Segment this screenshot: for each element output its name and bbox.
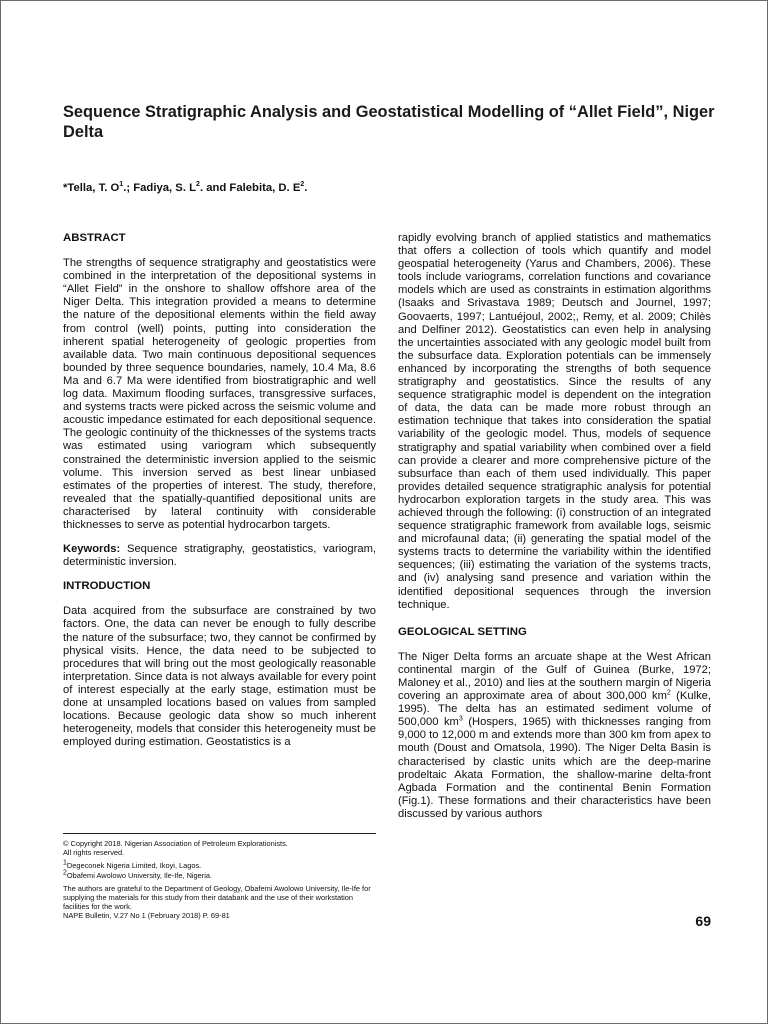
page-number: 69 [695, 913, 711, 929]
author-1: *Tella, T. O [63, 182, 120, 194]
author-1-affiliation: 1 [119, 181, 124, 189]
affiliation-1: $^1$Degeconek Nigeria Limited, Ikoyi, Lagos. [63, 859, 202, 871]
abstract-text: The strengths of sequence stratigraphy and geostatistics were combined in the interpretation of the depositional systems in “Allet Field” in the onshore to shallow offshore area of the Niger Delta. This integration provided a means to determine the nature of the depositional elements within the field away from control (well) points, putting into consideration the inherent spatial heterogeneity of geologic properties from available data. Two main continuous depositional sequences bounded by three sequence boundaries, namely, 10.4 Ma, 8.6 Ma and 6.7 Ma were identified from biostratigraphic and well log data. Maximum flooding surfaces, transgressive surfaces, and systems tracts were picked across the seismic volume and acoustic impedance estimated for each depositional sequence. The geologic continuity of the thicknesses of the systems tracts was estimated using variogram which subsequently constrained the deterministic inversion applied to the seismic volume. This inversion served as best linear unbiased estimates of the properties of interest. The study, therefore, revealed that the spatially-quantified depositional units are characterised by lateral continuity with considerable thicknesses to serve as potential hydrocarbon targets. [63, 257, 376, 531]
keywords-text: Sequence stratigraphy, geostatistics, variogram, deterministic inversion. [63, 543, 377, 569]
introduction-heading: INTRODUCTION [63, 580, 151, 593]
geological-setting-text: The Niger Delta forms an arcuate shape at the West African continental margin of the Gulf of Guinea (Burke, 1972; Maloney et al., 2010) and lies at the southern margin of Nigeria covering an approximate area of about 300,000 $km^2$ (Kulke, 1995). The delta has an estimated sediment volume of 500,000 $km^3$ (Hospers, 1965) with thicknesses ranging from 9,000 to 12,000 m and extends more than 300 km from apex to mouth (Doust and Omatsola, 1990). The Niger Delta Basin is characterised by clastic units which are the deep-marine prodeltaic Akata Formation, the shallow-marine delta-front Agbada Formation and the continental Benin Formation (Fig.1). These formations and their characteristics have been discussed by various authors [398, 650, 712, 820]
geological-setting-heading: GEOLOGICAL SETTING [398, 625, 527, 638]
left-column [63, 232, 376, 749]
author-3-affiliation: 2 [300, 181, 305, 189]
author-3: . and Falebita, D. E [199, 182, 301, 194]
acknowledgement: The authors are grateful to the Department of Geology, Obafemi Awolowo University, Ile-Ife for supplying the materials for this study from their databank and the use of their workstation facilities for the work. [63, 883, 371, 912]
abstract-heading: ABSTRACT [63, 232, 126, 244]
journal-citation: NAPE Bulletin, V.27 No 1 (February 2018) P. 69-81 [63, 911, 230, 921]
author-line [63, 181, 307, 195]
keywords-label: Keywords: [63, 543, 121, 556]
paper-title: Sequence Stratigraphic Analysis and Geostatistical Modelling of “Allet Field”, Niger Delta [63, 103, 715, 141]
right-column [398, 232, 711, 821]
author-line-end: . [304, 182, 308, 194]
copyright-notice: © Copyright 2018. Nigerian Association of Petroleum Explorationists. [63, 839, 288, 848]
footnote-divider [63, 833, 376, 834]
footnotes [63, 839, 381, 921]
author-2: .; Fadiya, S. L [123, 182, 197, 194]
introduction-text: Data acquired from the subsurface are constrained by two factors. One, the data can never be enough to fully describe the nature of the subsurface; two, they cannot be confirmed by physical visits. Hence, the data need to be subjected to procedures that will bring out the most geologically reasonable interpretation. Since data is not always available for every point of interest especially at the early stage, estimation must be done at unsampled locations based on values from sampled locations. Because geologic data show so much inherent heterogeneity, models that consider this heterogeneity must be employed during estimation. Geostatistics is a [63, 605, 376, 749]
keywords [63, 543, 376, 569]
introduction-continued: rapidly evolving branch of applied statistics and mathematics that offers a collection of tools which quantify and model geospatial heterogeneity (Yarus and Chambers, 2006). These tools include variograms, correlation functions and covariance models which are used as constraints in estimation algorithms (Isaaks and Srivastava 1989; Deutsch and Journel, 1997; Goovaerts, 1997; Lantuéjoul, 2002;, Remy, et al. 2009; Chilès and Delfiner 2012). Geostatistics can even help in analysing the uncertainties associated with any geologic model built from the subsurface data. Exploration potentials can be immensely enhanced by incorporating the strengths of both sequence stratigraphy and geostatistics. Since the results of any sequence stratigraphic model is dependent on the integration of data, the data can be made more robust through an estimation technique that takes into consideration the spatial variability of the geologic model. Thus, models of sequence stratigraphy and spatial variability when combined over a field can provide a clearer and more comprehensive picture of the subsurface than each of them used individually. This paper provides detailed sequence stratigraphic analysis for potential hydrocarbon exploration targets in the study area. This was achieved through the following: (i) construction of an integrated sequence stratigraphic framework from available logs, seismic and microfaunal data; (ii) generating the spatial model of the systems tracts to determine the variability within the identified sequences; (iii) estimating the variation of the systems tracts, and (iv) analysing sand presence and variation within the identified depositional sequences through the inversion technique. [398, 232, 711, 611]
author-2-affiliation: 2 [196, 181, 200, 189]
affiliation-2: $^2$Obafemi Awolowo University, Ile-Ife, Nigeria. [63, 869, 213, 880]
rights-notice: All rights reserved. [63, 848, 125, 858]
